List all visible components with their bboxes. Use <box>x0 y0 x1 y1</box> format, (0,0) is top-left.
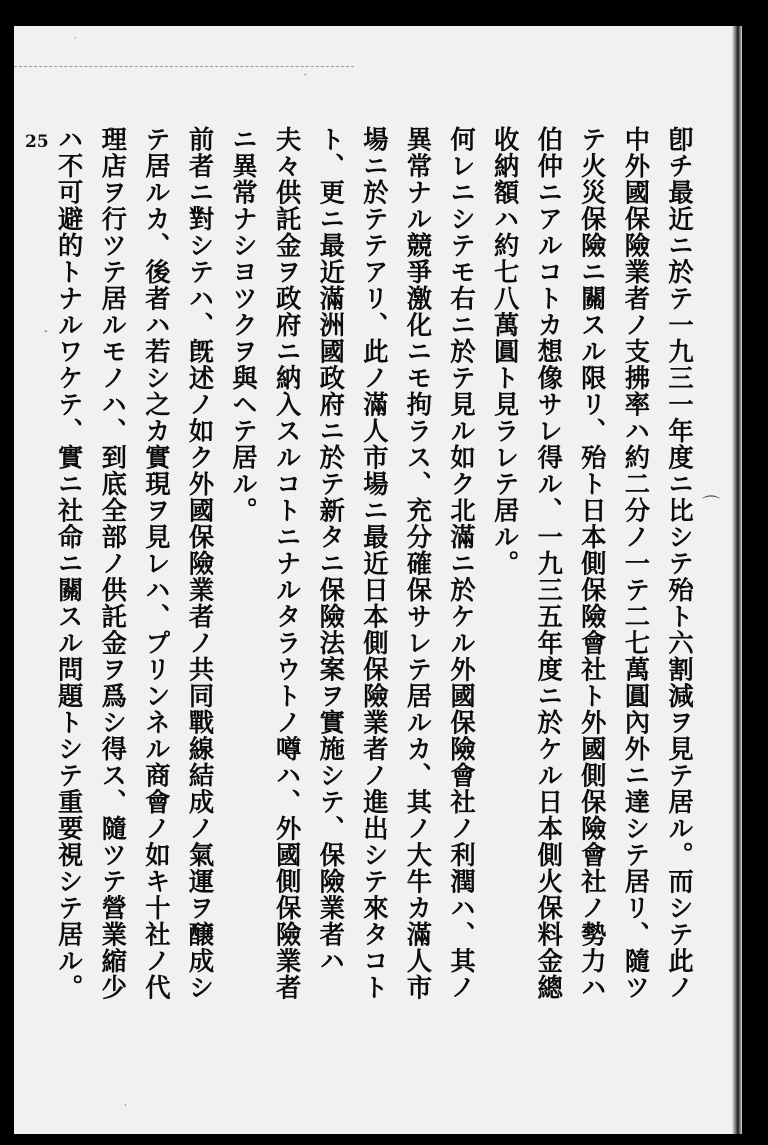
page-number: 25 <box>25 132 49 152</box>
scan-speck: - <box>304 70 307 79</box>
scan-speck: - <box>44 326 48 337</box>
page-edge <box>732 26 742 1134</box>
paragraph: 卽チ最近ニ於テ一九三一年度ニ比シテ殆ト六割減ヲ見テ居ル。而シテ此ノ中外國保險業者ノ支拂率ハ約二分ノ一テ二七萬圓內外ニ達シテ居リ、隨ツテ火災保險ニ關スル限リ、殆ト日本側保險會社ト外國側保險會社ノ勢力ハ伯仲ニアルコトカ想像サレ得ル、一九三五年度ニ於ケル日本側火保料金總收納額ハ約七八萬圓ト見ラレテ居ル。 <box>490 126 694 1001</box>
top-rule <box>14 66 354 67</box>
scan-speck: · <box>74 34 77 43</box>
document-page <box>14 26 742 1134</box>
paragraph: 何レニシテモ右ニ於テ見ル如ク北滿ニ於ケル外國保險會社ノ利潤ハ、其ノ異常ナル競爭激化ニモ拘ラス、充分確保サレテ居ルカ、其ノ大牛カ滿人市場ニ於テテアリ、此ノ滿人市場ニ最近日本側保險業者ノ進出シテ來タコトト、更ニ最近滿洲國政府ニ於テ新タニ保險法案ヲ實施シテ、保險業者ハ夫々供託金ヲ政府ニ納入スルコトニナルタラウトノ噂ハ、外國側保險業者ニ異常ナシヨツクヲ與ヘテ居ル。 <box>229 126 477 1001</box>
body-text <box>54 126 701 1006</box>
paragraph: 前者ニ對シテハ、旣述ノ如ク外國保險業者ノ共同戰線結成ノ氣運ヲ醸成シテ居ルカ、後者ハ若シ之カ實現ヲ見レハ、プリンネル商會ノ如キ十社ノ代理店ヲ行ツテ居ルモノハ、到底全部ノ供託金ヲ爲シ得ス、隨ツテ營業縮少ハ不可避的トナルワケテ、實ニ社命ニ關スル問題トシテ重要視シテ居ル。 <box>54 126 215 1001</box>
scan-speck: · <box>124 1101 127 1111</box>
scan-speck: ⌒ <box>702 495 720 516</box>
